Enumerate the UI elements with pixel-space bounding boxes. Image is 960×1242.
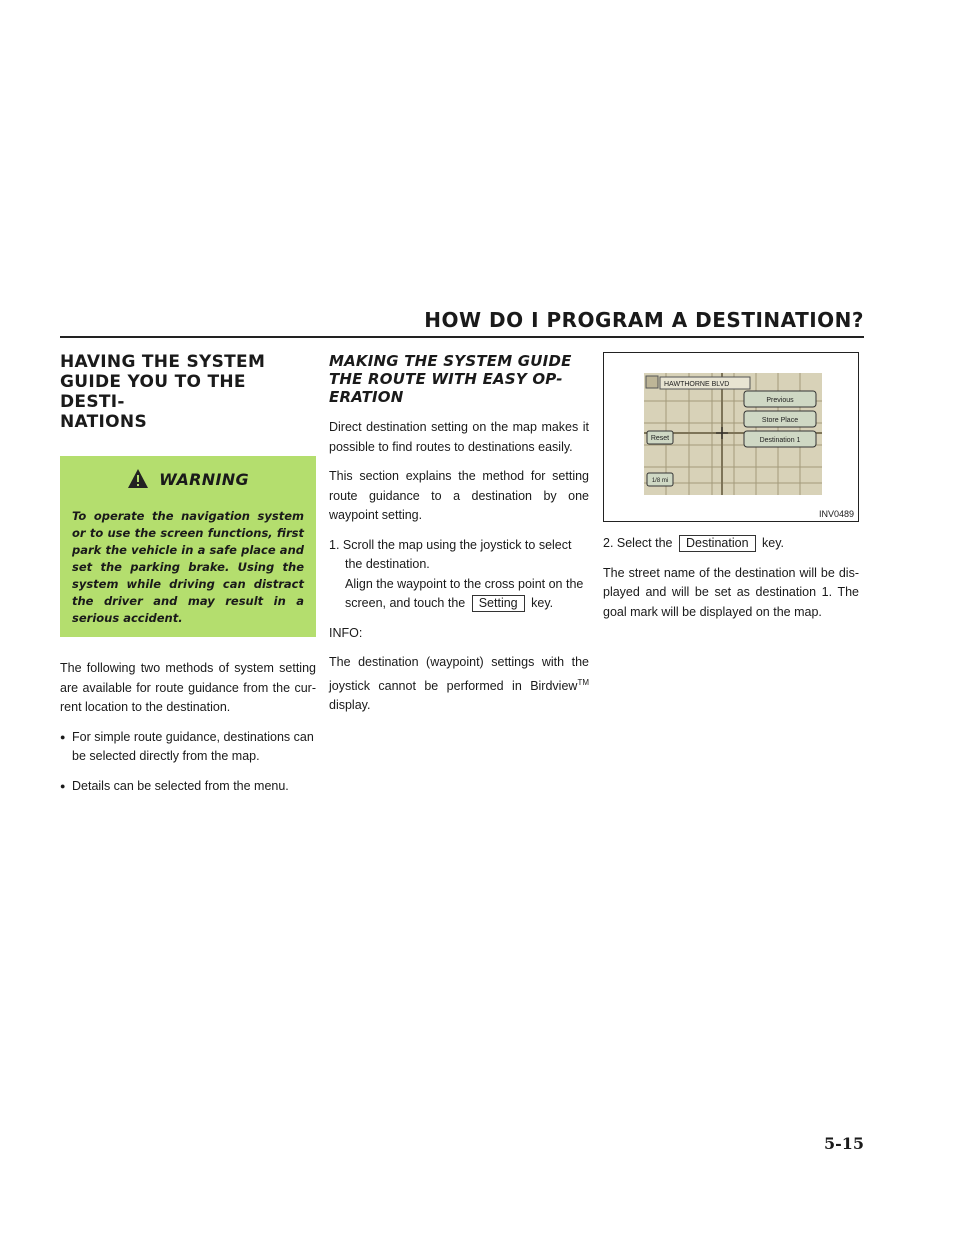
trademark: TM	[577, 677, 589, 687]
warning-text: To operate the navigation system or to use the screen functions, first park the vehicle in a safe place and set the parking brake. Using the system while driving can distract the driver and may result in a serious accident.	[72, 509, 304, 625]
map-graphic	[644, 373, 822, 495]
figure-code: INV0489	[818, 509, 854, 519]
step-1-text: screen, and touch the	[345, 596, 466, 610]
header-rule	[60, 336, 864, 338]
info-paragraph	[329, 653, 589, 716]
info-label: INFO:	[329, 625, 363, 640]
warning-box	[60, 456, 316, 637]
reset-button-label: Reset	[650, 435, 670, 442]
paragraph: The street name of the destination will be dis-played and will be set as destination 1. The goal mark will be displayed on the map.	[603, 565, 859, 619]
step-2	[603, 534, 859, 554]
paragraph: Direct destination setting on the map makes it possible to find routes to destinations easily.	[329, 420, 589, 454]
destination-key: Destination	[679, 535, 756, 552]
bullet-item	[60, 728, 316, 767]
column-3	[603, 352, 859, 632]
bullet-item	[60, 777, 316, 797]
step-1-line	[329, 594, 589, 614]
destination-button-label: Destination 1	[759, 437, 801, 444]
section-heading-1: HAVING THE SYSTEM GUIDE YOU TO THE DESTI- NATIONS	[60, 352, 266, 432]
navigation-screen-figure	[603, 352, 859, 522]
scale-button-label: 1/8 mi	[651, 478, 669, 484]
bullet-text: For simple route guidance, destinations can be selected directly from the map.	[72, 729, 314, 763]
bullet-icon: ●	[60, 780, 66, 791]
step-1	[329, 536, 589, 614]
store-place-button-label: Store Place	[761, 417, 799, 424]
info-text-end: display.	[329, 698, 371, 713]
intro-paragraph: The following two methods of system setting are available for route guidance from the cur-rent location to the destination.	[60, 661, 316, 714]
paragraph: This section explains the method for setting route guidance to a destination by one waypoint setting.	[329, 469, 589, 522]
step-1-line: Align the waypoint to the cross point on the	[345, 576, 584, 591]
street-name-label: HAWTHORNE BLVD	[664, 381, 730, 388]
page-title: HOW DO I PROGRAM A DESTINATION?	[424, 308, 864, 332]
warning-header	[72, 466, 304, 492]
previous-button-label: Previous	[766, 397, 794, 404]
column-1	[60, 352, 316, 806]
step-2-text: key.	[762, 536, 785, 550]
page-number: 5-15	[823, 1134, 864, 1153]
info-text: The destination (waypoint) settings with the joystick cannot be performed in Birdview	[329, 655, 589, 693]
step-1-line: the destination.	[345, 557, 430, 571]
map-screen	[644, 373, 822, 495]
bullet-text: Details can be selected from the menu.	[72, 778, 289, 793]
step-1-text: key.	[531, 596, 554, 610]
warning-title: WARNING	[159, 469, 249, 489]
bullet-icon: ●	[60, 731, 66, 742]
step-2-text: 2. Select the	[603, 536, 673, 550]
step-1-line: 1. Scroll the map using the joystick to select	[329, 537, 572, 552]
column-2	[329, 352, 589, 726]
setting-key: Setting	[472, 595, 525, 612]
warning-icon	[127, 468, 149, 490]
section-heading-2: MAKING THE SYSTEM GUIDE THE ROUTE WITH EASY OP- ERATION	[329, 352, 572, 406]
